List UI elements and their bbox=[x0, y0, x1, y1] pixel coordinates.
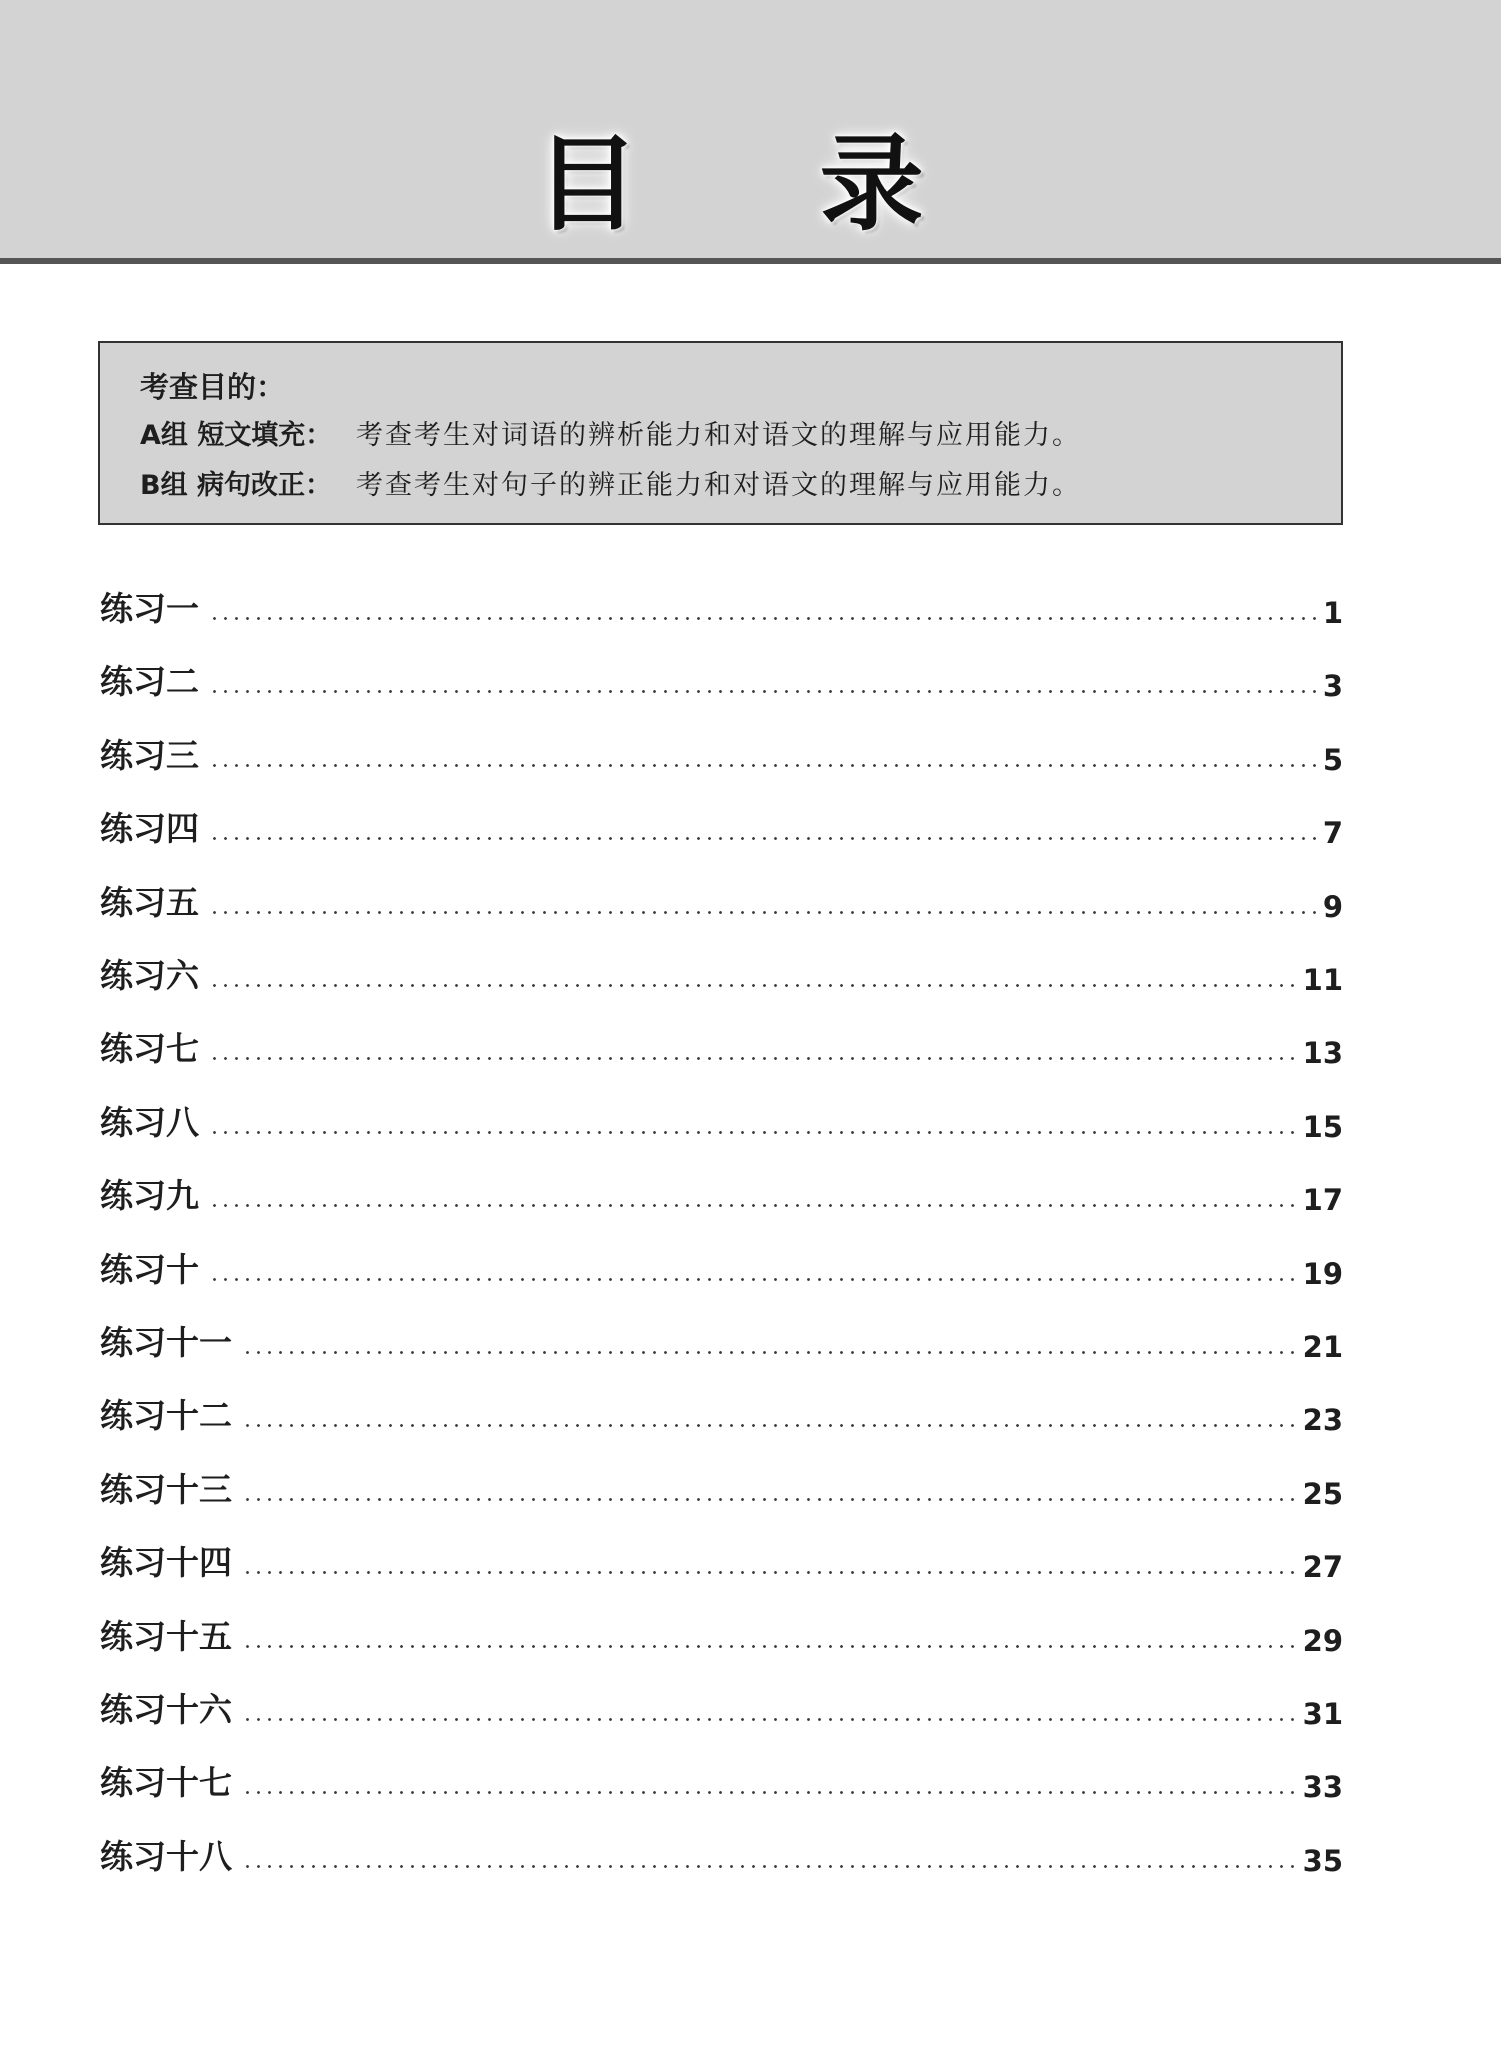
toc-entry-title: 练习八 bbox=[100, 1102, 199, 1142]
toc-entry[interactable] bbox=[100, 874, 1343, 924]
toc-entry-page: 27 bbox=[1302, 1550, 1343, 1585]
toc-dot-leader bbox=[209, 690, 1317, 693]
toc-dot-leader bbox=[209, 911, 1317, 914]
toc-entry[interactable] bbox=[100, 653, 1343, 703]
toc-entry[interactable] bbox=[100, 1167, 1343, 1217]
toc-entry-page: 21 bbox=[1302, 1330, 1343, 1364]
toc-entry[interactable] bbox=[100, 1387, 1343, 1437]
toc-entry-page: 15 bbox=[1302, 1109, 1343, 1144]
toc-entry-page: 31 bbox=[1302, 1697, 1343, 1731]
toc-entry-title: 练习四 bbox=[100, 809, 199, 849]
toc-entry-page: 19 bbox=[1302, 1256, 1343, 1291]
toc-entry-title: 练习十八 bbox=[100, 1836, 232, 1876]
page-header bbox=[0, 0, 1501, 264]
toc-entry[interactable] bbox=[100, 947, 1343, 997]
toc-entry[interactable] bbox=[100, 1754, 1343, 1804]
purpose-heading: 考查目的： bbox=[140, 370, 286, 404]
toc-entry-page: 9 bbox=[1322, 889, 1343, 924]
toc-dot-leader bbox=[242, 1424, 1297, 1427]
toc-entry-page: 13 bbox=[1302, 1036, 1343, 1071]
toc-entry-title: 练习六 bbox=[100, 956, 199, 995]
toc-entry-title: 练习十五 bbox=[100, 1616, 232, 1656]
toc-entry-title: 练习七 bbox=[100, 1029, 199, 1069]
purpose-label-b: B组 病句改正： bbox=[140, 470, 332, 501]
toc-entry[interactable] bbox=[100, 1241, 1343, 1291]
toc-entry-title: 练习十四 bbox=[100, 1543, 232, 1583]
toc-dot-leader bbox=[242, 1571, 1297, 1574]
toc-entry[interactable] bbox=[100, 1094, 1343, 1144]
toc-dot-leader bbox=[209, 1057, 1297, 1060]
toc-entry-page: 35 bbox=[1302, 1843, 1343, 1878]
toc-entry-title: 练习九 bbox=[100, 1176, 199, 1216]
toc-entry-page: 17 bbox=[1302, 1183, 1343, 1218]
toc-entry-title: 练习一 bbox=[100, 589, 199, 628]
toc-entry-title: 练习十七 bbox=[100, 1763, 232, 1803]
toc-entry[interactable] bbox=[100, 1314, 1343, 1364]
page-title: 目 录 bbox=[535, 123, 996, 245]
toc-dot-leader bbox=[209, 617, 1317, 620]
toc-entry-page: 23 bbox=[1302, 1403, 1343, 1438]
toc-dot-leader bbox=[209, 1131, 1297, 1134]
purpose-label-a: A组 短文填充： bbox=[140, 420, 333, 451]
purpose-row-b bbox=[140, 463, 1081, 502]
toc-entry-page: 3 bbox=[1322, 669, 1343, 704]
toc-entry[interactable] bbox=[100, 1461, 1343, 1511]
toc-entry-title: 练习十一 bbox=[100, 1323, 232, 1362]
toc-entry-title: 练习十二 bbox=[100, 1396, 232, 1436]
toc-entry-page: 29 bbox=[1302, 1623, 1343, 1658]
toc-entry-title: 练习十三 bbox=[100, 1469, 232, 1509]
toc-dot-leader bbox=[209, 984, 1297, 987]
toc-entry-title: 练习五 bbox=[100, 882, 199, 922]
toc-entry[interactable] bbox=[100, 1020, 1343, 1070]
toc-entry[interactable] bbox=[100, 727, 1343, 777]
toc-dot-leader bbox=[242, 1498, 1297, 1501]
toc-dot-leader bbox=[209, 837, 1317, 840]
toc-entry[interactable] bbox=[100, 1608, 1343, 1658]
toc-entry-page: 33 bbox=[1302, 1770, 1343, 1805]
toc-dot-leader bbox=[242, 1865, 1297, 1868]
toc-entry-page: 7 bbox=[1322, 816, 1343, 851]
toc-dot-leader bbox=[242, 1645, 1297, 1648]
toc-entry-title: 练习二 bbox=[100, 662, 199, 702]
toc-entry[interactable] bbox=[100, 800, 1343, 850]
toc-entry-title: 练习十 bbox=[100, 1249, 199, 1289]
toc-entry[interactable] bbox=[100, 1828, 1343, 1878]
toc-entry-page: 1 bbox=[1322, 596, 1343, 630]
toc-dot-leader bbox=[242, 1791, 1297, 1794]
toc-dot-leader bbox=[209, 764, 1317, 767]
toc-entry-title: 练习三 bbox=[100, 735, 199, 775]
toc-dot-leader bbox=[209, 1204, 1297, 1207]
purpose-text-b: 考查考生对句子的辨正能力和对语文的理解与应用能力。 bbox=[356, 470, 1081, 501]
toc-entry[interactable] bbox=[100, 580, 1343, 630]
toc-entry[interactable] bbox=[100, 1534, 1343, 1584]
toc-dot-leader bbox=[242, 1351, 1297, 1354]
toc-entry[interactable] bbox=[100, 1681, 1343, 1731]
toc-entry-page: 5 bbox=[1322, 742, 1343, 777]
toc-entry-page: 11 bbox=[1302, 963, 1343, 997]
toc-entry-page: 25 bbox=[1302, 1476, 1343, 1511]
toc-dot-leader bbox=[209, 1278, 1297, 1281]
toc-entry-title: 练习十六 bbox=[100, 1690, 232, 1729]
purpose-text-a: 考查考生对词语的辨析能力和对语文的理解与应用能力。 bbox=[356, 420, 1081, 451]
purpose-row-a bbox=[140, 413, 1081, 452]
toc-dot-leader bbox=[242, 1718, 1297, 1721]
purpose-box bbox=[98, 341, 1343, 525]
